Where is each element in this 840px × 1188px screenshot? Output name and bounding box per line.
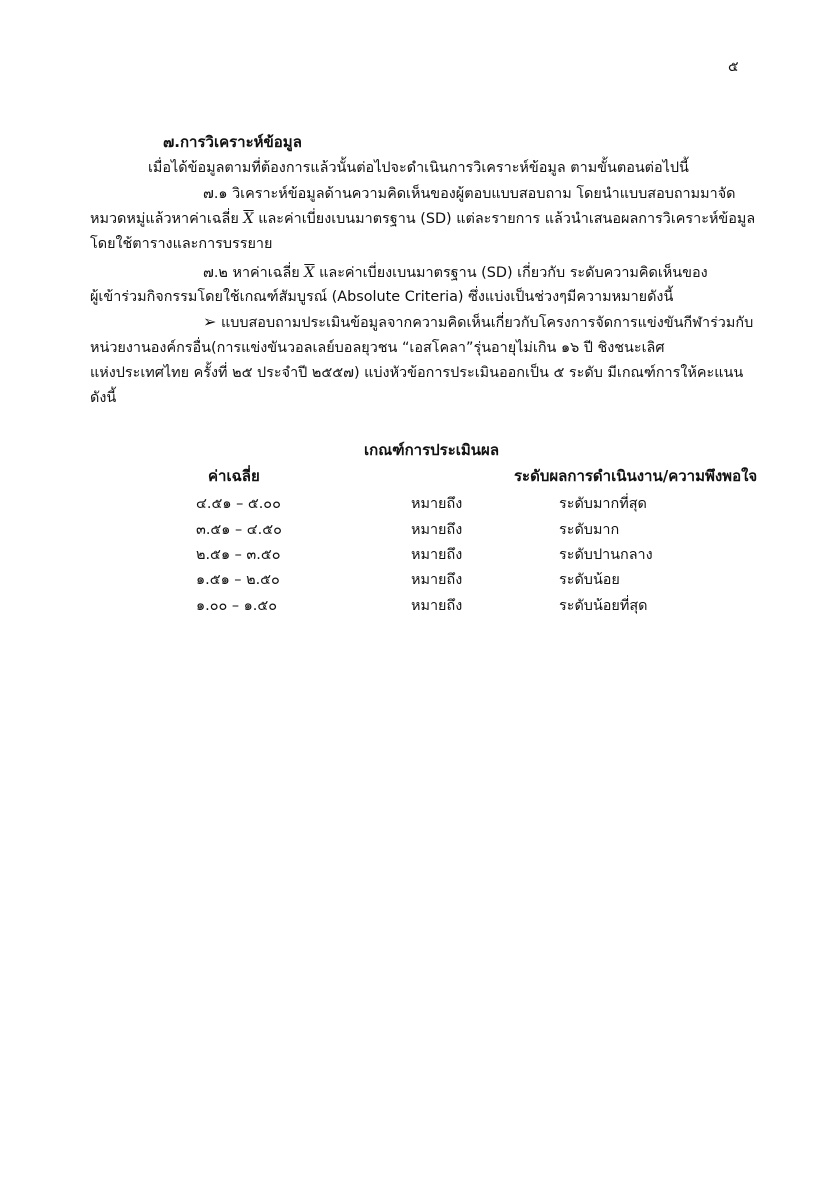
item-7-1-line-1: ๗.๑ วิเคราะห์ข้อมูลด้านความคิดเห็นของผู้ตอบแบบสอบถาม โดยนำแบบสอบถามมาจัด <box>203 186 736 202</box>
item-7-1-line-2 <box>90 207 755 232</box>
criteria-level: ระดับมาก <box>559 522 620 538</box>
criteria-means: หมายถึง <box>411 598 463 614</box>
mean-symbol: $\overline{X}$ <box>243 211 254 227</box>
mean-symbol: $\overline{X}$ <box>304 265 315 281</box>
item-7-1-line-2-b: และค่าเบี่ยงเบนมาตรฐาน (SD) แต่ละรายการ แล้วนำเสนอผลการวิเคราะห์ข้อมูล <box>258 211 756 227</box>
criteria-level: ระดับปานกลาง <box>559 547 653 563</box>
criteria-means: หมายถึง <box>411 522 463 538</box>
criteria-range: ๑.๐๐ – ๑.๕๐ <box>196 598 278 614</box>
arrow-bullet-icon: ➢ <box>203 312 217 331</box>
criteria-level: ระดับมากที่สุด <box>559 496 647 512</box>
page-number: ๕ <box>728 59 739 75</box>
item-7-2-line-1-a: ๗.๒ หาค่าเฉลี่ย <box>203 265 300 281</box>
criteria-level: ระดับน้อย <box>559 572 620 588</box>
bullet-line-4: ดังนี้ <box>90 390 117 406</box>
criteria-means: หมายถึง <box>411 547 463 563</box>
item-7-2-line-1-b: และค่าเบี่ยงเบนมาตรฐาน (SD) เกี่ยวกับ ระดับความคิดเห็นของ <box>319 265 708 281</box>
section-heading: ๗.การวิเคราะห์ข้อมูล <box>163 133 302 151</box>
bullet-line-1 <box>203 310 753 336</box>
intro-paragraph: เมื่อได้ข้อมูลตามที่ต้องการแล้วนั้นต่อไปจะดำเนินการวิเคราะห์ข้อมูล ตามขั้นตอนต่อไปนี้ <box>148 160 689 176</box>
criteria-range: ๓.๕๑ – ๔.๕๐ <box>196 522 282 538</box>
criteria-means: หมายถึง <box>411 572 463 588</box>
item-7-2-line-2: ผู้เข้าร่วมกิจกรรมโดยใช้เกณฑ์สัมบูรณ์ (Absolute Criteria) ซึ่งแบ่งเป็นช่วงๆมีความหมายดังนี้ <box>90 289 674 305</box>
criteria-title: เกณฑ์การประเมินผล <box>364 441 500 459</box>
criteria-means: หมายถึง <box>411 496 463 512</box>
bullet-line-3: แห่งประเทศไทย ครั้งที่ ๒๕ ประจำปี ๒๕๕๗) แบ่งหัวข้อการประเมินออกเป็น ๕ ระดับ มีเกณฑ์การให้คะแนน <box>90 365 744 381</box>
column-header-mean: ค่าเฉลี่ย <box>208 467 260 485</box>
column-header-level: ระดับผลการดำเนินงาน/ความพึงพอใจ <box>514 467 758 485</box>
criteria-range: ๑.๕๑ – ๒.๕๐ <box>196 572 280 588</box>
bullet-line-1-text: แบบสอบถามประเมินข้อมูลจากความคิดเห็นเกี่ยวกับโครงการจัดการแข่งขันกีฬาร่วมกับ <box>220 315 754 331</box>
criteria-range: ๔.๕๑ – ๕.๐๐ <box>196 496 281 512</box>
criteria-range: ๒.๕๑ – ๓.๕๐ <box>196 547 281 563</box>
bullet-line-2: หน่วยงานองค์กรอื่น(การแข่งขันวอลเลย์บอลยุวชน “เอสโคลา”รุ่นอายุไม่เกิน ๑๖ ปี ชิงชนะเลิศ <box>90 340 665 356</box>
criteria-level: ระดับน้อยที่สุด <box>559 598 648 614</box>
item-7-1-line-2-a: หมวดหมู่แล้วหาค่าเฉลี่ย <box>90 211 239 227</box>
item-7-2-line-1 <box>203 261 708 286</box>
item-7-1-line-3: โดยใช้ตารางและการบรรยาย <box>90 236 273 252</box>
